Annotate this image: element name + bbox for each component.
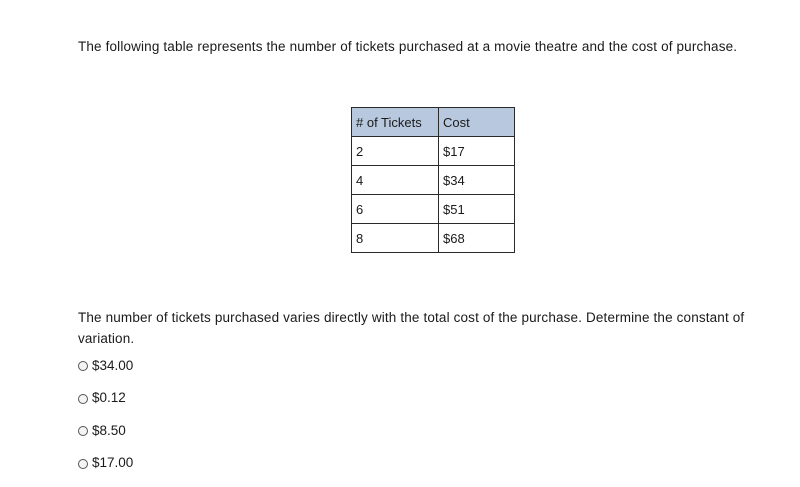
table-header-row <box>352 108 515 137</box>
cell-tickets: 4 <box>352 166 439 195</box>
header-tickets: # of Tickets <box>352 108 439 137</box>
cell-cost: $51 <box>439 195 515 224</box>
cell-cost: $34 <box>439 166 515 195</box>
table-row <box>352 166 515 195</box>
table-row <box>352 224 515 253</box>
radio-button-icon[interactable] <box>78 459 88 469</box>
question-text: The number of tickets purchased varies directly with the total cost of the purchase. Determine the constant of variation. <box>78 310 745 346</box>
answer-options <box>78 354 133 484</box>
table-row <box>352 195 515 224</box>
cell-tickets: 2 <box>352 137 439 166</box>
option-label: $17.00 <box>92 455 134 470</box>
radio-button-icon[interactable] <box>78 426 88 436</box>
answer-option-2[interactable] <box>78 387 133 409</box>
answer-option-4[interactable] <box>78 452 133 474</box>
answer-option-1[interactable] <box>78 354 133 376</box>
cell-tickets: 8 <box>352 224 439 253</box>
option-label: $34.00 <box>92 357 134 373</box>
radio-button-icon[interactable] <box>78 394 88 404</box>
cell-cost: $68 <box>439 224 515 253</box>
tickets-cost-table <box>351 107 515 253</box>
radio-button-icon[interactable] <box>78 361 88 371</box>
answer-option-3[interactable] <box>78 419 133 441</box>
option-label: $8.50 <box>92 422 126 438</box>
option-label: $0.12 <box>92 390 126 405</box>
header-cost: Cost <box>439 108 515 137</box>
cell-tickets: 6 <box>352 195 439 224</box>
table-row <box>352 137 515 166</box>
intro-text: The following table represents the number of tickets purchased at a movie theatre and the cost of purchase. <box>78 39 738 54</box>
cell-cost: $17 <box>439 137 515 166</box>
